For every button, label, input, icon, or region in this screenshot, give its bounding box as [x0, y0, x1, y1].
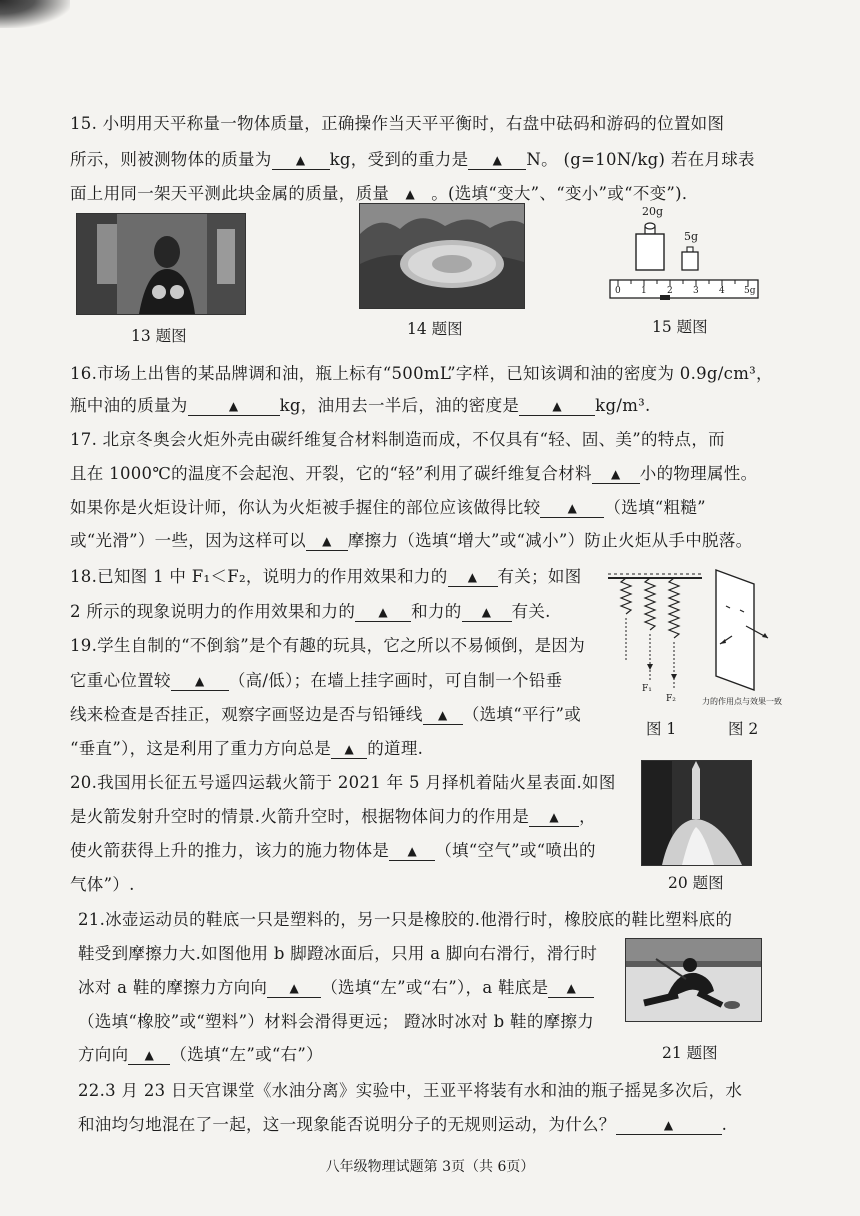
q21-line3: 冰对 a 鞋的摩擦力方向向 ▲ （选填“左”或“右”），a 鞋底是 ▲: [78, 974, 594, 998]
page-corner-shadow: [0, 0, 70, 28]
q18-blank-2: ▲: [355, 604, 411, 622]
q20-blank-source: ▲: [389, 843, 435, 861]
q20-blank-force: ▲: [529, 809, 579, 827]
figure-1-springs: [606, 570, 704, 710]
q19-line2: 它重心位置较 ▲ （高/低）；在墙上挂字画时，可自制一个铅垂: [70, 671, 563, 690]
figure-2-caption: 图 2: [728, 720, 759, 738]
figure-15-diagram: [598, 205, 768, 305]
q21-line2: 鞋受到摩擦力大.如图他用 b 脚蹬冰面后，只用 a 脚向右滑行，滑行时: [78, 944, 598, 963]
weight-5g-label: 5g: [684, 230, 699, 243]
q21-blank-a-direction: ▲: [267, 980, 321, 998]
q17-line1: 17. 北京冬奥会火炬外壳由碳纤维复合材料制造而成，不仅具有“轻、固、美”的特点，而: [70, 430, 725, 449]
q18-blank-3: ▲: [462, 604, 512, 622]
force-f1-label: F₁: [642, 684, 652, 694]
ruler-tick-2: 2: [667, 286, 673, 296]
figure-2-door: [706, 566, 780, 694]
figure-21-caption: 21 题图: [662, 1044, 718, 1062]
q17-line4: 或“光滑”）一些，因为这样可以 ▲ 摩擦力（选填“增大”或“减小”）防止火炬从手中脱落。: [70, 531, 753, 550]
q19-line1: 19.学生自制的“不倒翁”是个有趣的玩具，它之所以不易倾倒，是因为: [70, 636, 586, 655]
page-footer: 八年级物理试题第 3页（共 6页）: [325, 1159, 535, 1175]
ruler-tick-4: 4: [719, 286, 725, 296]
q19-line4: “垂直”），这是利用了重力方向总是 ▲ 的道理.: [70, 739, 424, 758]
figure-20-rocket-photo: [641, 760, 752, 866]
q21-blank-material: ▲: [548, 980, 594, 998]
q19-blank-parallel: ▲: [423, 707, 463, 725]
figure-13-photo: [76, 213, 246, 315]
q15-blank-mass: ▲: [272, 152, 330, 170]
q15-line2: 所示，则被测物体的质量为 ▲ kg，受到的重力是 ▲ N。 (g=10N/kg) 若在月球表: [70, 150, 755, 169]
q17-line3: 如果你是火炬设计师，你认为火炬被手握住的部位应该做得比较 ▲ （选填“粗糙”: [70, 498, 706, 517]
weight-20g-label: 20g: [642, 205, 664, 218]
q17-blank-property: ▲: [592, 466, 640, 484]
q16-line2: 瓶中油的质量为 ▲ kg，油用去一半后，油的密度是 ▲ kg/m³.: [70, 396, 651, 415]
figure-21-curling-photo: [625, 938, 762, 1022]
q15-blank-weight: ▲: [468, 152, 526, 170]
force-f2-label: F₂: [666, 694, 676, 704]
q15-line3: 面上用同一架天平测此块金属的质量，质量 ▲ 。(选填“变大”、“变小”或“不变”)．: [70, 184, 699, 203]
q21-line4: （选填“橡胶”或“塑料”）材料会滑得更远； 蹬冰时冰对 b 鞋的摩擦力: [78, 1012, 595, 1031]
q20-line3: 使火箭获得上升的推力，该力的施力物体是 ▲ （填“空气”或“喷出的: [70, 841, 596, 860]
q19-blank-direction: ▲: [331, 741, 367, 759]
q17-line2: 且在 1000℃的温度不会起泡、开裂，它的“轻”利用了碳纤维复合材料 ▲ 小的物理属性。: [70, 464, 758, 483]
q16-blank-mass: ▲: [188, 398, 280, 416]
ruler-tick-3: 3: [693, 286, 699, 296]
ruler-tick-0: 0: [615, 286, 621, 296]
q15-blank-moon: ▲: [389, 186, 431, 204]
q19-line3: 线来检查是否挂正，观察字画竖边是否与铅锤线 ▲ （选填“平行”或: [70, 705, 582, 724]
figure-20-caption: 20 题图: [668, 874, 724, 892]
figure-1-caption: 图 1: [646, 720, 677, 738]
ruler-tick-1: 1: [641, 286, 647, 296]
ruler-tick-5g: 5g: [744, 286, 756, 296]
figure-15-caption: 15 题图: [652, 318, 708, 336]
q17-blank-friction: ▲: [306, 533, 348, 551]
q15-line1: 15. 小明用天平称量一物体质量，正确操作当天平平衡时，右盘中砝码和游码的位置如图: [70, 114, 725, 133]
q17-blank-surface: ▲: [540, 500, 604, 518]
q21-blank-b-direction: ▲: [128, 1047, 170, 1065]
q18-line2: 2 所示的现象说明力的作用效果和力的 ▲ 和力的 ▲ 有关.: [70, 602, 551, 621]
q20-line2: 是火箭发射升空时的情景.火箭升空时，根据物体间力的作用是 ▲ ，: [70, 807, 596, 826]
q16-line1: 16.市场上出售的某品牌调和油，瓶上标有“500mL”字样，已知该调和油的密度为 0.9g/cm³，: [70, 364, 773, 383]
q20-line1: 20.我国用长征五号遥四运载火箭于 2021 年 5 月择机着陆火星表面.如图: [70, 773, 616, 792]
q22-line1: 22.3 月 23 日天宫课堂《水油分离》实验中，王亚平将装有水和油的瓶子摇晃多次后，水: [78, 1081, 743, 1100]
q19-blank-height: ▲: [171, 673, 229, 691]
figure-13-caption: 13 题图: [131, 327, 187, 345]
q22-line2: 和油均匀地混在了一起，这一现象能否说明分子的无规则运动，为什么？ ▲ .: [78, 1115, 728, 1134]
q21-line5: 方向向 ▲ （选填“左”或“右”）: [78, 1045, 323, 1064]
q21-line1: 21.冰壶运动员的鞋底一只是塑料的，另一只是橡胶的.他滑行时，橡胶底的鞋比塑料底的: [78, 910, 733, 929]
q22-blank-answer: ▲: [616, 1117, 722, 1135]
figure-14-photo: [359, 203, 525, 309]
q20-line4: 气体”）.: [70, 875, 135, 894]
figure-pair-note: 力的作用点与效果一致: [702, 697, 782, 706]
q18-line1: 18.已知图 1 中 F₁＜F₂，说明力的作用效果和力的 ▲ 有关；如图: [70, 567, 582, 586]
q18-blank-1: ▲: [448, 569, 498, 587]
q16-blank-density: ▲: [519, 398, 595, 416]
figure-14-caption: 14 题图: [407, 320, 463, 338]
